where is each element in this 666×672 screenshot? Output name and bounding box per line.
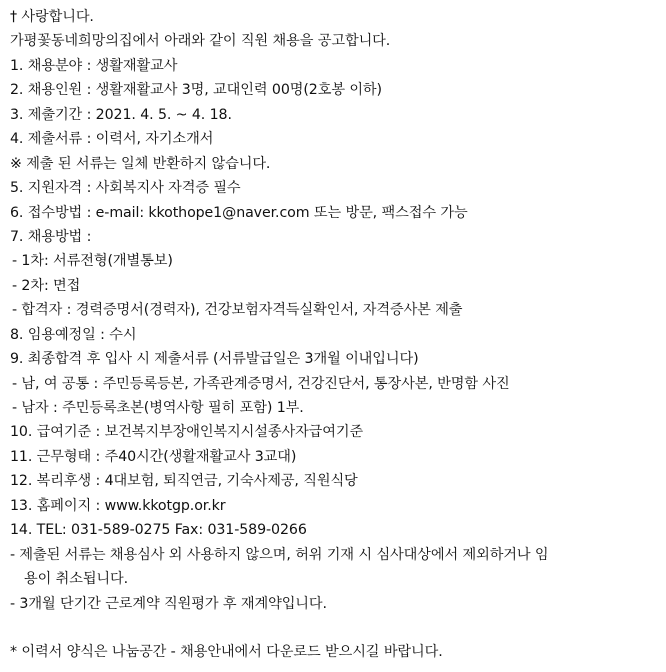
blank-line xyxy=(10,616,662,640)
item-application-method: 6. 접수방법 : e-mail: kkothope1@naver.com 또는 방문, 팩스접수 가능 xyxy=(10,204,468,221)
sub-common-documents: - 남, 여 공통 : 주민등록등본, 가족관계증명서, 건강진단서, 통장사본, 반명함 사진 xyxy=(12,375,510,392)
sub-second-round: - 2차: 면접 xyxy=(12,277,81,294)
item-submission-period: 3. 제출기간 : 2021. 4. 5. ~ 4. 18. xyxy=(10,106,232,123)
item-documents: 4. 제출서류 : 이력서, 자기소개서 xyxy=(10,131,214,148)
note-screening-continued: 용이 취소됩니다. xyxy=(24,571,129,588)
item-selection-method: 7. 채용방법 : xyxy=(10,228,92,245)
item-headcount: 2. 채용인원 : 생활재활교사 3명, 교대인력 00명(2호봉 이하) xyxy=(10,82,382,99)
item-final-documents: 9. 최종합격 후 입사 시 제출서류 (서류발급일은 3개월 이내입니다) xyxy=(10,351,419,368)
note-resume-form: * 이력서 양식은 나눔공간 - 채용안내에서 다운로드 받으시길 바랍니다. xyxy=(10,644,443,661)
job-posting-document xyxy=(10,5,662,665)
item-work-type: 11. 근무형태 : 주40시간(생활재활교사 3교대) xyxy=(10,448,297,465)
item-qualification: 5. 지원자격 : 사회복지사 자격증 필수 xyxy=(10,180,241,197)
note-no-return: ※ 제출 된 서류는 일체 반환하지 않습니다. xyxy=(10,155,271,172)
item-homepage: 13. 홈페이지 : www.kkotgp.or.kr xyxy=(10,497,226,514)
note-screening: - 제출된 서류는 채용심사 외 사용하지 않으며, 허위 기재 시 심사대상에서 제외하거나 임 xyxy=(10,546,549,563)
sub-passers-documents: - 합격자 : 경력증명서(경력자), 건강보험자격득실확인서, 자격증사본 제출 xyxy=(12,302,463,319)
item-contact: 14. TEL: 031-589-0275 Fax: 031-589-0266 xyxy=(10,522,307,539)
note-contract: - 3개월 단기간 근로계약 직원평가 후 재계약입니다. xyxy=(10,595,327,612)
item-benefits: 12. 복리후생 : 4대보험, 퇴직연금, 기숙사제공, 직원식당 xyxy=(10,473,358,490)
intro-line: 가평꽃동네희망의집에서 아래와 같이 직원 채용을 공고합니다. xyxy=(10,33,391,50)
greeting-line: † 사랑합니다. xyxy=(10,9,94,25)
sub-first-round: - 1차: 서류전형(개별통보) xyxy=(12,253,173,270)
sub-male-documents: - 남자 : 주민등록초본(병역사항 필히 포함) 1부. xyxy=(12,400,304,416)
item-field: 1. 채용분야 : 생활재활교사 xyxy=(10,57,178,74)
item-appointment-date: 8. 임용예정일 : 수시 xyxy=(10,326,137,343)
item-salary: 10. 급여기준 : 보건복지부장애인복지시설종사자급여기준 xyxy=(10,424,364,441)
